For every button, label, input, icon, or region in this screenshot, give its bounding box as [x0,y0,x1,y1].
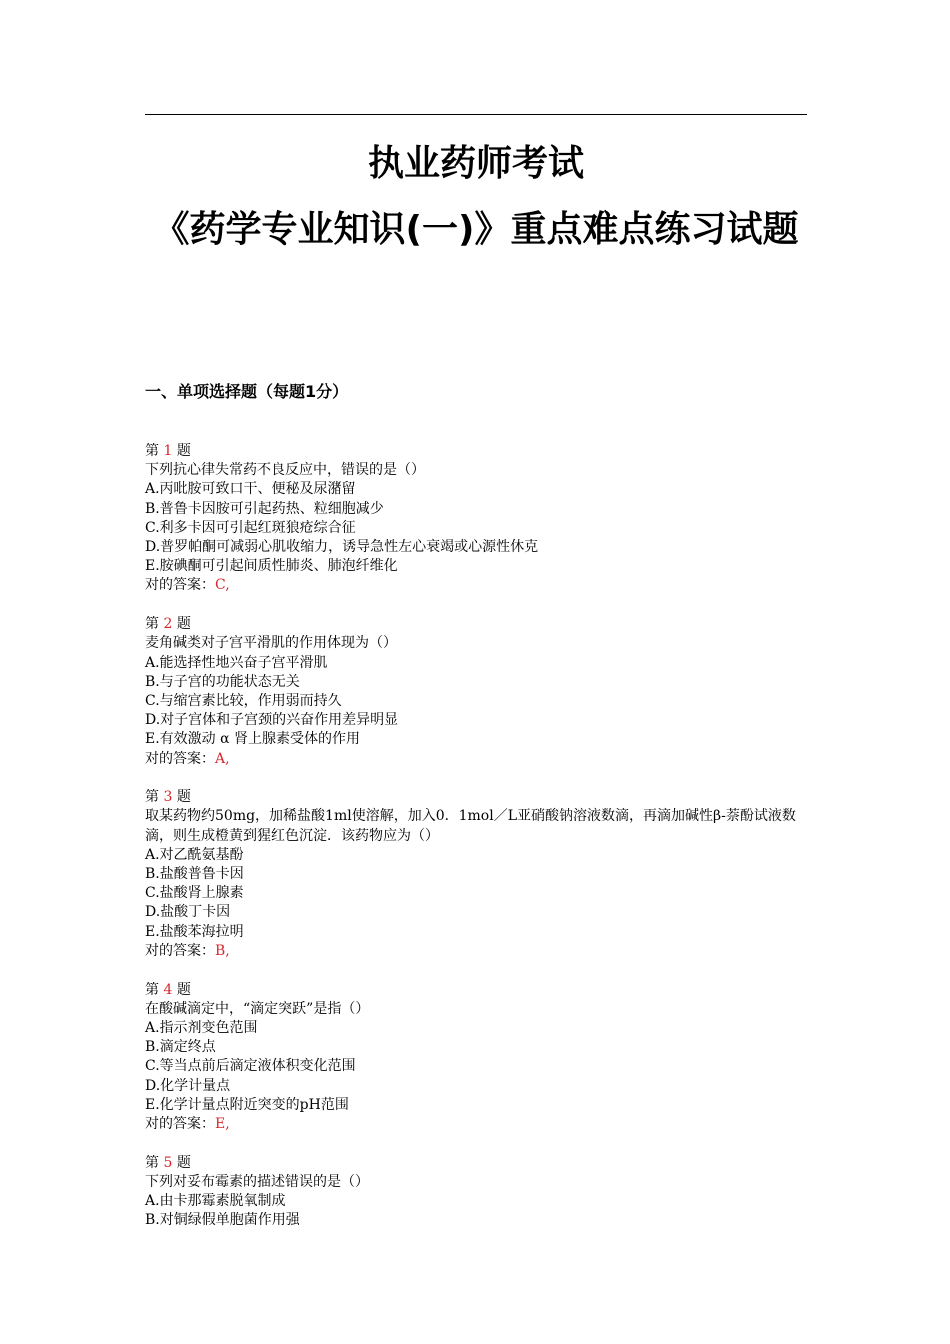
question-prefix: 第 [145,789,164,806]
correct-answer-value: C, [215,577,230,594]
correct-answer [145,576,810,595]
question-block [145,788,810,961]
answer-option: A.丙吡胺可致口干、便秘及尿潴留 [145,481,356,498]
answer-option: B.盐酸普鲁卡因 [145,866,244,883]
question-stem: 在酸碱滴定中，“滴定突跃”是指（） [145,1000,370,1017]
question-number [145,981,810,1000]
answer-option: A.能选择性地兴奋子宫平滑肌 [145,654,328,671]
answer-option: D.对子宫体和子宫颈的兴奋作用差异明显 [145,712,399,729]
answer-option: A.由卡那霉素脱氧制成 [145,1193,286,1210]
question-number-value: 1 [163,443,173,459]
question-number-value: 4 [163,981,173,998]
question-number [145,442,810,461]
question-block [145,615,810,769]
answer-option: E.有效激动 α 肾上腺素受体的作用 [145,731,361,748]
section-heading: 一、单项选择题（每题1分） [145,382,349,401]
question-number [145,788,810,807]
answer-option: B.对铜绿假单胞菌作用强 [145,1212,300,1229]
question-number [145,615,810,634]
correct-answer-label: 对的答案： [145,1116,215,1132]
answer-option: B.与子宫的功能状态无关 [145,673,300,690]
answer-option: A.指示剂变色范围 [145,1019,258,1036]
question-block [145,981,810,1135]
correct-answer-label: 对的答案： [145,750,215,767]
question-suffix: 题 [172,789,191,806]
question-stem: 下列对妥布霉素的描述错误的是（） [145,1173,369,1190]
answer-option: E.盐酸苯海拉明 [145,923,244,940]
answer-option: B.滴定终点 [145,1039,216,1056]
correct-answer [145,750,810,769]
answer-option: E.胺碘酮可引起间质性肺炎、肺泡纤维化 [145,558,398,575]
question-suffix: 题 [172,981,191,998]
answer-option: C.盐酸肾上腺素 [145,885,244,902]
question-stem: 取某药物约50mg，加稀盐酸1ml使溶解，加入0．1mol／L亚硝酸钠溶液数滴，再滴加碱性β-萘酚试液数滴，则生成橙黄到猩红色沉淀．该药物应为（） [145,808,796,844]
question-number [145,1154,810,1173]
question-number-value: 5 [163,1154,173,1171]
correct-answer [145,1115,810,1134]
question-list [145,442,810,1250]
question-suffix: 题 [172,443,191,459]
correct-answer [145,942,810,961]
question-number-value: 2 [163,616,173,633]
correct-answer-label: 对的答案： [145,577,215,594]
answer-option: D.普罗帕酮可减弱心肌收缩力，诱导急性左心衰竭或心源性休克 [145,539,539,556]
answer-option: A.对乙酰氨基酚 [145,846,244,863]
question-prefix: 第 [145,1154,164,1171]
answer-option: D.化学计量点 [145,1077,231,1094]
answer-option: C.利多卡因可引起红斑狼疮综合征 [145,519,356,536]
answer-option: E.化学计量点附近突变的pH范围 [145,1096,349,1113]
question-suffix: 题 [172,616,191,633]
question-block [145,1154,810,1231]
answer-option: C.等当点前后滴定液体积变化范围 [145,1058,356,1075]
question-stem: 麦角碱类对子宫平滑肌的作用体现为（） [145,635,397,652]
correct-answer-value: A, [215,750,230,767]
question-block [145,442,810,596]
question-prefix: 第 [145,443,164,459]
top-rule [145,114,807,115]
answer-option: C.与缩宫素比较，作用弱而持久 [145,692,342,709]
question-prefix: 第 [145,981,164,998]
answer-option: D.盐酸丁卡因 [145,904,231,921]
document-title: 执业药师考试 [367,143,584,184]
document-subtitle: 《药学专业知识(一)》重点难点练习试题 [153,209,799,250]
question-number-value: 3 [163,789,173,806]
correct-answer-label: 对的答案： [145,942,215,959]
question-suffix: 题 [172,1154,191,1171]
question-prefix: 第 [145,616,164,633]
correct-answer-value: B, [215,942,230,959]
question-stem: 下列抗心律失常药不良反应中，错误的是（） [145,462,425,479]
answer-option: B.普鲁卡因胺可引起药热、粒细胞减少 [145,500,384,517]
correct-answer-value: E, [215,1116,230,1132]
